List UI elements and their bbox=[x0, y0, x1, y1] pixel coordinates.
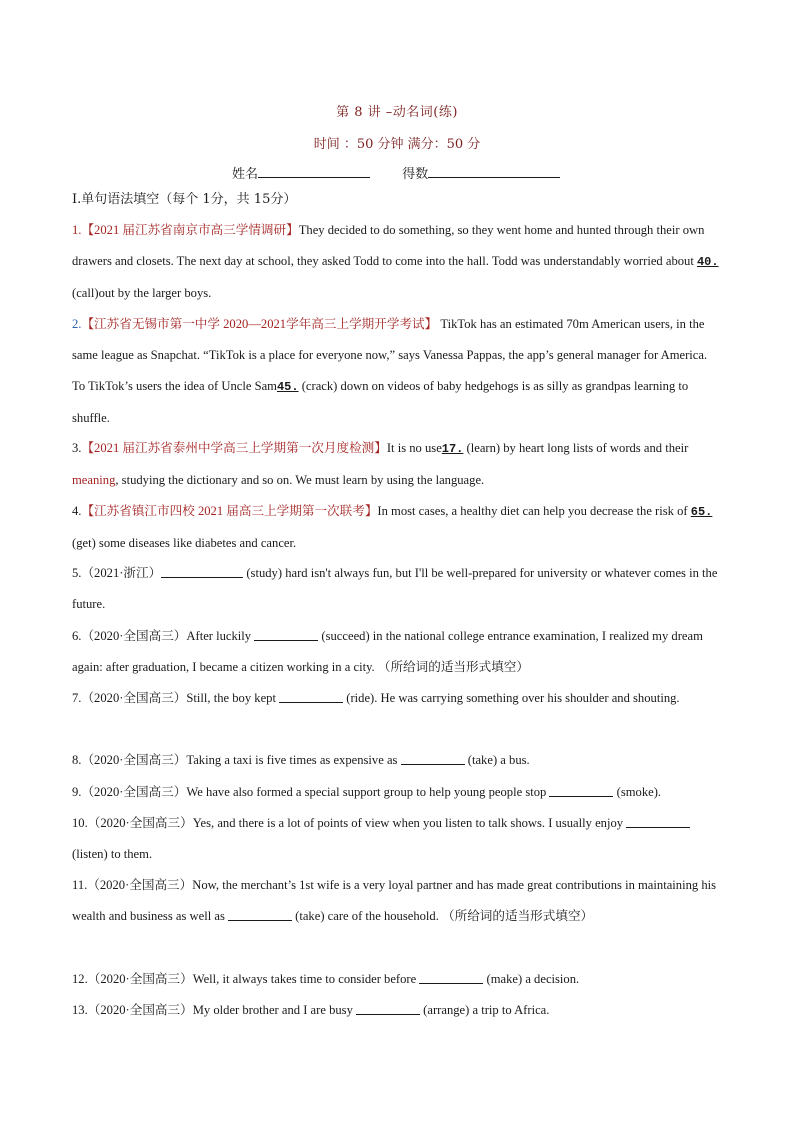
question-source: （2020·全国高三） bbox=[81, 629, 187, 643]
question-7 bbox=[72, 683, 722, 714]
question-text: (learn) by heart long lists of words and their bbox=[463, 441, 689, 455]
question-source: （2020·全国高三） bbox=[87, 972, 193, 986]
question-12 bbox=[72, 964, 722, 995]
time-limit: 时间 ：50 分钟 满分：50 分 bbox=[313, 137, 481, 152]
question-text: (study) hard isn't always fun, but I'll be well-prepared for university or whatever comes in the future. bbox=[72, 566, 718, 611]
question-13 bbox=[72, 995, 722, 1026]
page-title: 第 8 讲 –动名词(练) bbox=[336, 105, 458, 120]
answer-blank[interactable] bbox=[279, 690, 343, 703]
name-blank[interactable] bbox=[258, 165, 370, 178]
question-text: We have also formed a special support group to help young people stop bbox=[186, 785, 550, 799]
answer-blank[interactable]: 17. bbox=[441, 442, 464, 456]
question-number: 3. bbox=[72, 441, 82, 455]
question-text: , studying the dictionary and so on. We must learn by using the language. bbox=[115, 473, 485, 487]
question-source: 【2021 届江苏省泰州中学高三上学期第一次月度检测】 bbox=[81, 441, 387, 455]
question-number: 10. bbox=[72, 816, 88, 830]
question-text: After luckily bbox=[186, 629, 255, 643]
question-text: Still, the boy kept bbox=[186, 691, 280, 705]
question-text: (get) some diseases like diabetes and cancer. bbox=[72, 536, 297, 550]
question-text: TikTok has an estimated 70m American users, in the same league as Snapchat. “TikTok is a place for everyone now,” says Vanessa Pappas, the app’s general manager for America. To TikTok’s users the idea of Uncle Sam bbox=[72, 317, 708, 393]
question-number: 11. bbox=[72, 878, 88, 892]
score-blank[interactable] bbox=[428, 165, 560, 178]
question-10 bbox=[72, 808, 722, 870]
answer-blank[interactable] bbox=[356, 1002, 420, 1015]
answer-blank[interactable] bbox=[626, 815, 690, 828]
highlighted-word: meaning bbox=[72, 473, 116, 487]
question-source: 【江苏省无锡市第一中学 2020—2021学年高三上学期开学考试】 bbox=[81, 317, 438, 331]
question-text: Taking a taxi is five times as expensive as bbox=[186, 753, 401, 767]
question-text: (arrange) a trip to Africa. bbox=[420, 1003, 550, 1017]
question-text: (ride). He was carrying something over his shoulder and shouting. bbox=[343, 691, 680, 705]
question-source: （2021·浙江） bbox=[81, 566, 162, 580]
answer-blank[interactable] bbox=[419, 971, 483, 984]
question-number: 13. bbox=[72, 1003, 88, 1017]
question-number: 5. bbox=[72, 566, 82, 580]
question-source: （2020·全国高三） bbox=[87, 816, 193, 830]
question-number: 9. bbox=[72, 785, 82, 799]
question-text: It is no use bbox=[386, 441, 442, 455]
question-number: 4. bbox=[72, 504, 82, 518]
question-9 bbox=[72, 777, 722, 808]
question-text: Yes, and there is a lot of points of view when you listen to talk shows. I usually enjoy bbox=[192, 816, 627, 830]
answer-blank[interactable] bbox=[228, 908, 292, 921]
question-11 bbox=[72, 870, 722, 932]
question-source: （2020·全国高三） bbox=[87, 1003, 193, 1017]
question-source: 【江苏省镇江市四校 2021 届高三上学期第一次联考】 bbox=[81, 504, 378, 518]
question-source: （2020·全国高三） bbox=[87, 878, 193, 892]
question-text: (smoke). bbox=[613, 785, 662, 799]
question-number: 12. bbox=[72, 972, 88, 986]
question-text: (crack) down on videos of baby hedgehogs is as silly as grandpas learning to shuffle. bbox=[72, 379, 689, 425]
question-text: Well, it always takes time to consider before bbox=[192, 972, 420, 986]
question-source: （2020·全国高三） bbox=[81, 785, 187, 799]
question-number: 1. bbox=[72, 223, 82, 237]
answer-blank[interactable] bbox=[161, 565, 243, 578]
answer-blank[interactable] bbox=[254, 628, 318, 641]
question-4 bbox=[72, 496, 722, 559]
answer-blank[interactable]: 45. bbox=[276, 380, 299, 394]
question-text: In most cases, a healthy diet can help you decrease the risk of bbox=[377, 504, 691, 518]
question-source: 【2021 届江苏省南京市高三学情调研】 bbox=[81, 223, 299, 237]
question-number: 8. bbox=[72, 753, 82, 767]
question-6 bbox=[72, 621, 722, 683]
question-text: (take) a bus. bbox=[464, 753, 530, 767]
question-text: My older brother and I are busy bbox=[192, 1003, 357, 1017]
question-text: (succeed) in the national college entrance examination, I realized my dream again: after graduation, I became a citizen working in a city. （所给词的适当形式填空） bbox=[72, 629, 703, 674]
question-text: Now, the merchant’s 1st wife is a very loyal partner and has made great contributions in maintaining his wealth and business as well as bbox=[72, 878, 717, 923]
question-text: (listen) to them. bbox=[72, 847, 153, 861]
question-text: (make) a decision. bbox=[483, 972, 580, 986]
question-number: 2. bbox=[72, 317, 82, 331]
question-2 bbox=[72, 309, 722, 434]
answer-blank[interactable]: 65. bbox=[690, 505, 713, 519]
question-8 bbox=[72, 745, 722, 776]
question-text: (call)out by the larger boys. bbox=[72, 286, 212, 300]
question-number: 7. bbox=[72, 691, 82, 705]
section-title: Ⅰ.单句语法填空（每个 1分，共 15分） bbox=[72, 192, 297, 207]
question-1 bbox=[72, 215, 722, 309]
question-source: （2020·全国高三） bbox=[81, 691, 187, 705]
answer-blank[interactable]: 40. bbox=[696, 255, 719, 269]
name-label: 姓名 bbox=[232, 167, 259, 182]
question-number: 6. bbox=[72, 629, 82, 643]
answer-blank[interactable] bbox=[401, 752, 465, 765]
question-3 bbox=[72, 433, 722, 496]
score-label: 得数 bbox=[402, 167, 429, 182]
question-source: （2020·全国高三） bbox=[81, 753, 187, 767]
student-info-row bbox=[232, 163, 560, 182]
question-text: They decided to do something, so they went home and hunted through their own drawers and closets. The next day at school, they asked Todd to come into the hall. Todd was understandably worried about bbox=[72, 223, 705, 268]
answer-blank[interactable] bbox=[549, 784, 613, 797]
question-5 bbox=[72, 558, 722, 620]
question-text: (take) care of the household. （所给词的适当形式填空） bbox=[292, 909, 594, 923]
